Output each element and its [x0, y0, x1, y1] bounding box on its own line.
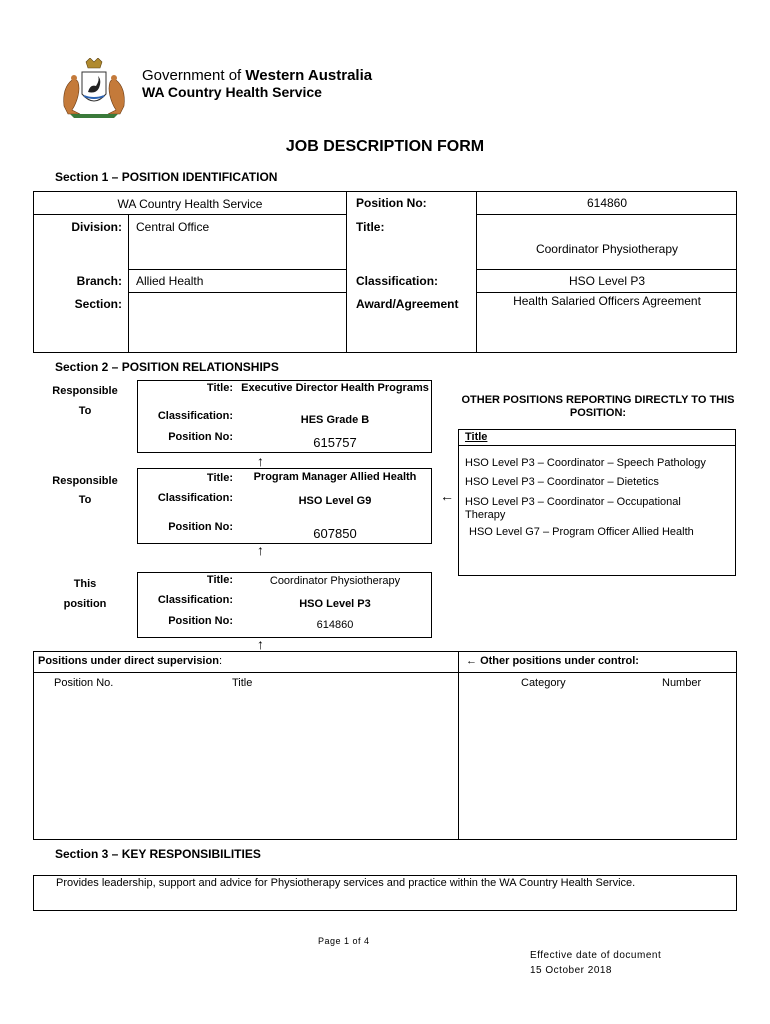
box1-pos-value: 615757 — [313, 435, 357, 450]
section1-heading: Section 1 – POSITION IDENTIFICATION — [55, 170, 278, 184]
service-heading: WA Country Health Service — [142, 84, 322, 100]
title-value: Coordinator Physiotherapy — [535, 242, 679, 256]
col-position-no: Position No. — [54, 677, 114, 689]
division-value: Central Office — [136, 220, 210, 234]
section2-heading: Section 2 – POSITION RELATIONSHIPS — [55, 360, 279, 374]
section-label: Section: — [74, 297, 122, 311]
wa-crest-logo — [56, 58, 132, 120]
responsible-to-1-to: To — [78, 405, 92, 417]
other-item-4: HSO Level G7 – Program Officer Allied Health — [469, 526, 694, 538]
classification-value: HSO Level P3 — [568, 274, 646, 288]
box3-class-value: HSO Level P3 — [299, 598, 371, 610]
position-no-value: 614860 — [586, 196, 628, 210]
box2-class-label: Classification: — [157, 492, 233, 504]
left-arrow-icon: ← — [466, 655, 481, 667]
box2-title-label: Title: — [206, 472, 233, 484]
box1-class-label: Classification: — [157, 410, 233, 422]
page-number: Page 1 of 4 — [318, 936, 370, 946]
supervision-table — [33, 651, 737, 840]
box2-title-value: Program Manager Allied Health — [253, 471, 417, 483]
box2-pos-label: Position No: — [168, 521, 233, 533]
branch-label: Branch: — [76, 274, 122, 288]
responsible-to-1-label: Responsible — [52, 385, 118, 397]
award-label: Award/Agreement — [356, 297, 459, 311]
under-supervision-label: Positions under direct supervision: — [38, 655, 222, 667]
position-identification-table — [33, 191, 737, 353]
up-arrow-icon: ↑ — [257, 542, 264, 558]
position-no-label: Position No: — [356, 196, 427, 210]
box3-pos-value: 614860 — [316, 619, 354, 631]
title-label: Title: — [356, 220, 385, 234]
box3-title-label: Title: — [206, 574, 233, 586]
other-item-1: HSO Level P3 – Coordinator – Speech Pathology — [465, 457, 706, 469]
other-title-header: Title — [465, 431, 488, 443]
left-arrow-icon: ← — [440, 488, 454, 504]
responsible-to-2-label: Responsible — [52, 475, 118, 487]
other-control-label: ← Other positions under control: — [466, 655, 639, 667]
classification-label: Classification: — [356, 274, 439, 288]
other-positions-heading: OTHER POSITIONS REPORTING DIRECTLY TO THIS POSITION: — [461, 394, 735, 419]
government-heading: Government of Western Australia — [142, 67, 373, 84]
box1-title-value: Executive Director Health Programs — [241, 382, 429, 394]
award-value: Health Salaried Officers Agreement — [513, 294, 701, 308]
up-arrow-icon: ↑ — [257, 453, 264, 469]
col-number: Number — [662, 677, 702, 689]
division-label: Division: — [71, 220, 122, 234]
form-title: JOB DESCRIPTION FORM — [285, 138, 485, 155]
effective-date: 15 October 2018 — [530, 965, 612, 976]
up-arrow-icon: ↑ — [257, 636, 264, 652]
box3-title-value: Coordinator Physiotherapy — [269, 575, 401, 587]
other-item-3: HSO Level P3 – Coordinator – Occupational Therapy — [465, 496, 681, 521]
this-position-label: This — [73, 578, 97, 590]
box2-pos-value: 607850 — [313, 526, 357, 541]
org-name: WA Country Health Service — [117, 197, 263, 211]
box1-title-label: Title: — [206, 382, 233, 394]
key-responsibilities-text: Provides leadership, support and advice for Physiotherapy services and practice within the WA Country Health Service. — [56, 877, 636, 889]
box3-class-label: Classification: — [157, 594, 233, 606]
section3-heading: Section 3 – KEY RESPONSIBILITIES — [55, 847, 261, 861]
box3-pos-label: Position No: — [168, 615, 233, 627]
responsible-to-2-to: To — [78, 494, 92, 506]
other-item-2: HSO Level P3 – Coordinator – Dietetics — [465, 476, 659, 488]
box1-pos-label: Position No: — [168, 431, 233, 443]
effective-date-label: Effective date of document — [530, 950, 662, 961]
this-position-label-2: position — [63, 598, 107, 610]
box1-class-value: HES Grade B — [300, 414, 370, 426]
col-title: Title — [232, 677, 253, 689]
col-category: Category — [521, 677, 566, 689]
branch-value: Allied Health — [136, 274, 204, 288]
box2-class-value: HSO Level G9 — [298, 495, 372, 507]
